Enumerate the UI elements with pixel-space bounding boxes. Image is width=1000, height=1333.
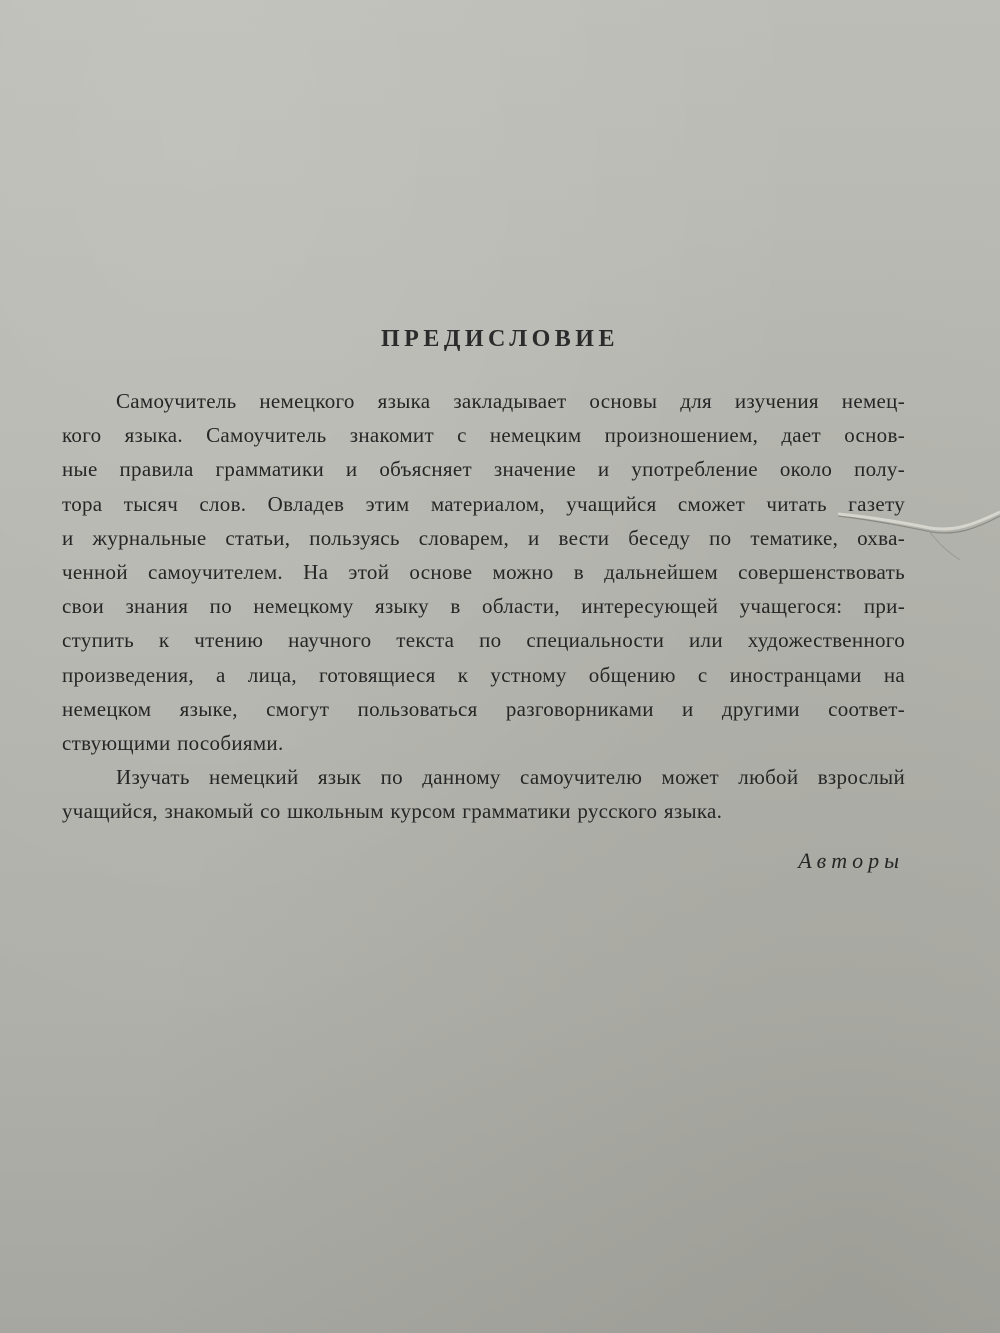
text-line: немецком языке, смогут пользоваться разговорниками и другими соответ- — [62, 696, 905, 721]
text-line: и журнальные статьи, пользуясь словарем, и вести беседу по тематике, охва- — [62, 525, 905, 550]
text-line: произведения, а лица, готовящиеся к устному общению с иностранцами на — [62, 662, 905, 687]
text-line: Изучать немецкий язык по данному самоучителю может любой взрослый — [116, 765, 905, 790]
signature-authors: Авторы — [798, 848, 904, 873]
text-line: свои знания по немецкому языку в области, интересующей учащегося: при- — [62, 594, 905, 619]
text-line: ные правила грамматики и объясняет значение и употребление около полу- — [62, 457, 905, 482]
paragraph-1 — [62, 384, 905, 760]
text-line: учащийся, знакомый со школьным курсом грамматики русского языка. — [62, 799, 723, 824]
text-line: тора тысяч слов. Овладев этим материалом, учащийся сможет читать газету — [62, 491, 905, 516]
text-line: кого языка. Самоучитель знакомит с немецким произношением, дает основ- — [62, 423, 905, 448]
text-line: Самоучитель немецкого языка закладывает основы для изучения немец- — [116, 389, 905, 413]
paragraph-2 — [62, 760, 905, 828]
preface-body — [62, 384, 905, 828]
text-line: ствующими пособиями. — [62, 730, 284, 755]
text-line: ченной самоучителем. На этой основе можно в дальнейшем совершенствовать — [62, 559, 905, 584]
text-line: ступить к чтению научного текста по специальности или художественного — [62, 628, 905, 653]
preface-heading: ПРЕДИСЛОВИЕ — [381, 326, 619, 352]
